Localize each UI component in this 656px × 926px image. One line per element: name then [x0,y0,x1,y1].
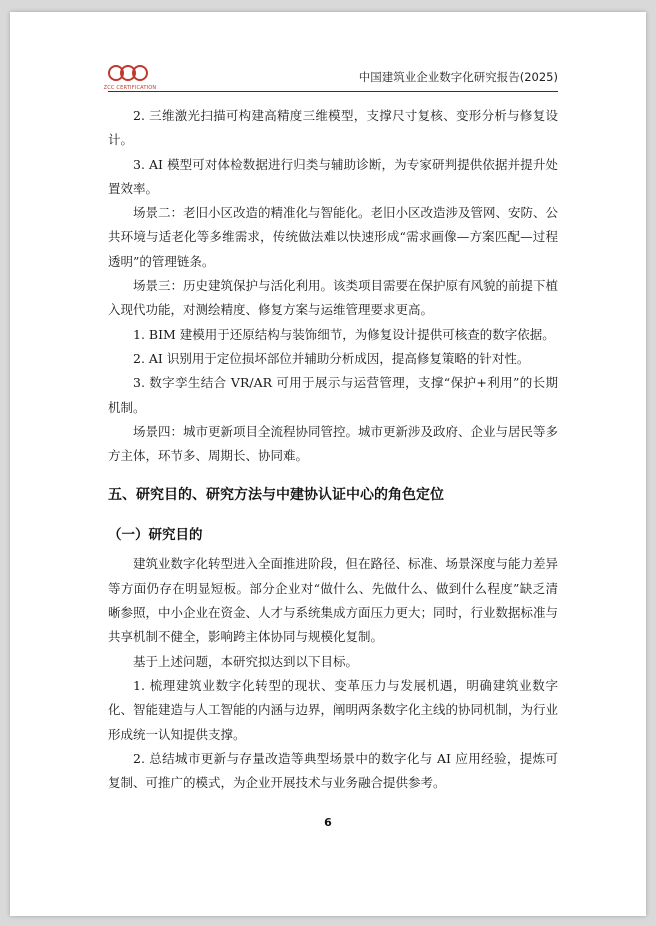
page-header [10,12,646,92]
document-page [10,12,646,916]
paragraph: 场景三：历史建筑保护与活化利用。该类项目需要在保护原有风貌的前提下植入现代功能，对测绘精度、修复方案与运维管理要求更高。 [108,278,559,318]
paragraph: 3. AI 模型可对体检数据进行归类与辅助诊断，为专家研判提供依据并提升处置效率。 [108,156,558,196]
header-divider [108,91,558,92]
paragraph: 2. AI 识别用于定位损坏部位并辅助分析成因，提高修复策略的针对性。 [133,350,530,366]
subsection-heading: （一）研究目的 [108,527,203,544]
paragraph: 1. 梳理建筑业数字化转型的现状、变革压力与发展机遇，明确建筑业数字化、智能建造与人工智能的内涵与边界，阐明两条数字化主线的协同机制，为行业形成统一认知提供支撑。 [108,677,559,742]
page-body [108,104,558,795]
paragraph: 3. 数字孪生结合 VR/AR 可用于展示与运营管理，支撑“保护+利用”的长期机制。 [108,375,558,415]
paragraph: 基于上述问题，本研究拟达到以下目标。 [133,653,359,669]
logo-caption: ZCC CERTIFICATION [103,85,157,91]
report-title: 中国建筑业企业数字化研究报告(2025) [358,70,558,84]
paragraph: 场景四：城市更新项目全流程协同管控。城市更新涉及政府、企业与居民等多方主体，环节多、周期长、协同难。 [108,423,559,464]
page-number: 6 [324,816,332,829]
paragraph: 1. BIM 建模用于还原结构与装饰细节，为修复设计提供可核查的数字依据。 [133,326,555,342]
section-heading: 五、研究目的、研究方法与中建协认证中心的角色定位 [108,487,444,504]
paragraph: 场景二：老旧小区改造的精准化与智能化。老旧小区改造涉及管网、安防、公共环境与适老化等多维需求，传统做法难以快速形成“需求画像—方案匹配—过程透明”的管理链条。 [108,205,559,269]
paragraph: 建筑业数字化转型进入全面推进阶段，但在路径、标准、场景深度与能力差异等方面仍存在明显短板。部分企业对“做什么、先做什么、做到什么程度”缺乏清晰参照，中小企业在资金、人才与系统集成方面压力更大；同时，行业数据标准与共享机制不健全，影响跨主体协同与规模化复制。 [108,556,559,645]
paragraph: 2. 总结城市更新与存量改造等典型场景中的数字化与 AI 应用经验，提炼可复制、可推广的模式，为企业开展技术与业务融合提供参考。 [108,750,558,791]
paragraph: 2. 三维激光扫描可构建高精度三维模型，支撑尺寸复核、变形分析与修复设计。 [108,108,558,148]
